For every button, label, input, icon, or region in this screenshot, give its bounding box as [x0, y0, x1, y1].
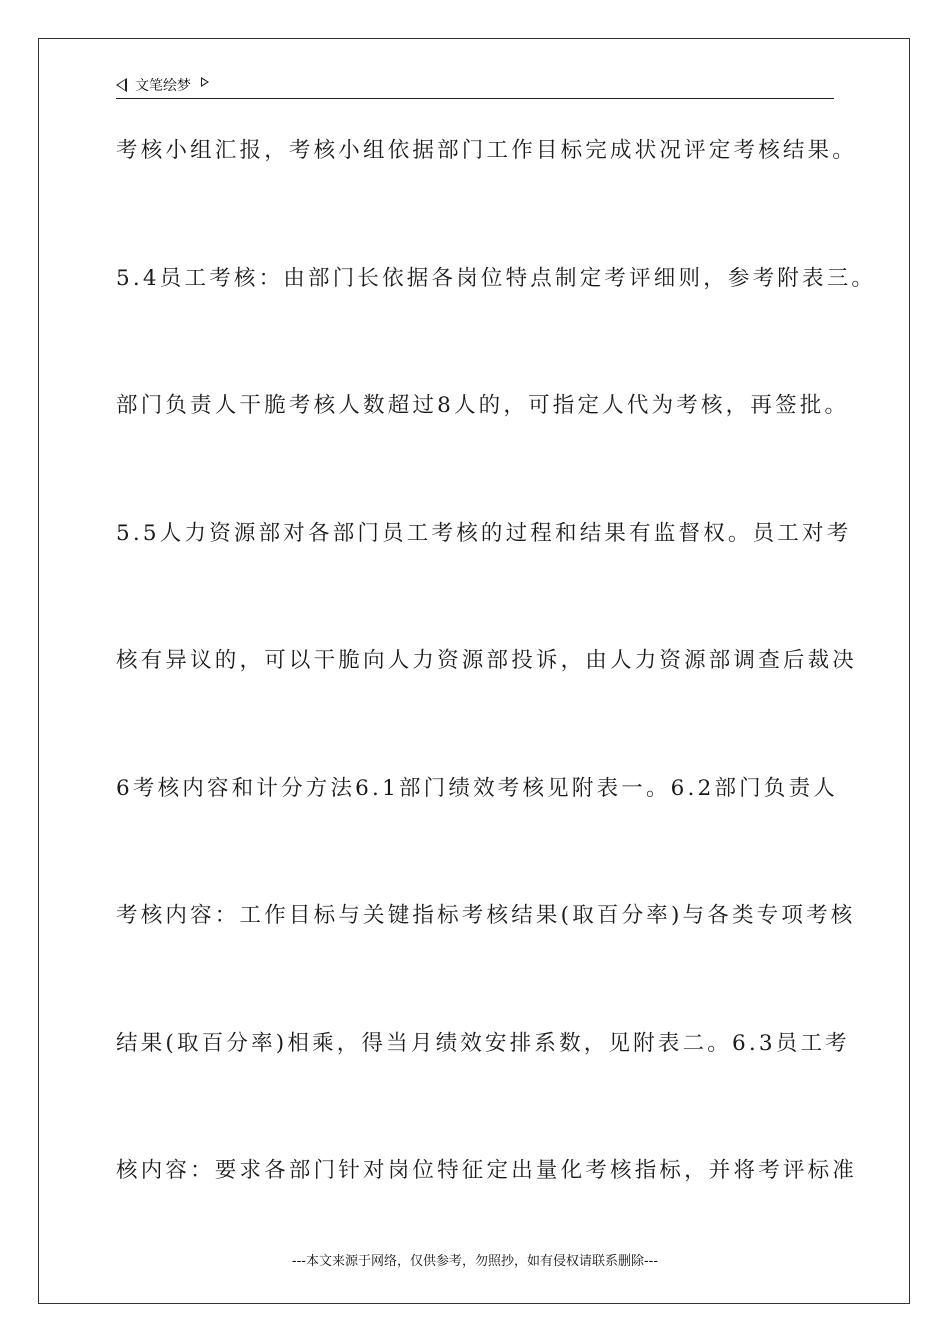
body-line: 核有异议的，可以干脆向人力资源部投诉，由人力资源部调查后裁决 — [116, 648, 858, 673]
body-line: 核内容：要求各部门针对岗位特征定出量化考核指标，并将考评标准 — [116, 1158, 858, 1183]
body-line: 5.5人力资源部对各部门员工考核的过程和结果有监督权。员工对考 — [116, 520, 852, 546]
body-line: 考核内容：工作目标与关键指标考核结果(取百分率)与各类专项考核 — [116, 903, 856, 928]
triangle-left-icon — [116, 78, 127, 92]
document-body — [116, 126, 877, 1274]
body-line: 结果(取百分率)相乘，得当月绩效安排系数，见附表二。6.3员工考 — [116, 1030, 850, 1056]
triangle-right-icon — [201, 77, 209, 87]
page-footer: ---本文来源于网络，仅供参考，勿照抄，如有侵权请联系删除--- — [291, 1254, 659, 1269]
header-title: 文笔绘梦 — [135, 78, 191, 94]
body-line: 考核小组汇报，考核小组依据部门工作目标完成状况评定考核结果。 — [116, 138, 858, 163]
page-header — [116, 72, 834, 99]
body-line: 6考核内容和计分方法6.1部门绩效考核见附表一。6.2部门负责人 — [116, 775, 838, 801]
body-line: 5.4员工考核：由部门长依据各岗位特点制定考评细则，参考附表三。 — [116, 265, 877, 291]
body-line: 部门负责人干脆考核人数超过8人的，可指定人代为考核，再签批。 — [116, 393, 850, 418]
